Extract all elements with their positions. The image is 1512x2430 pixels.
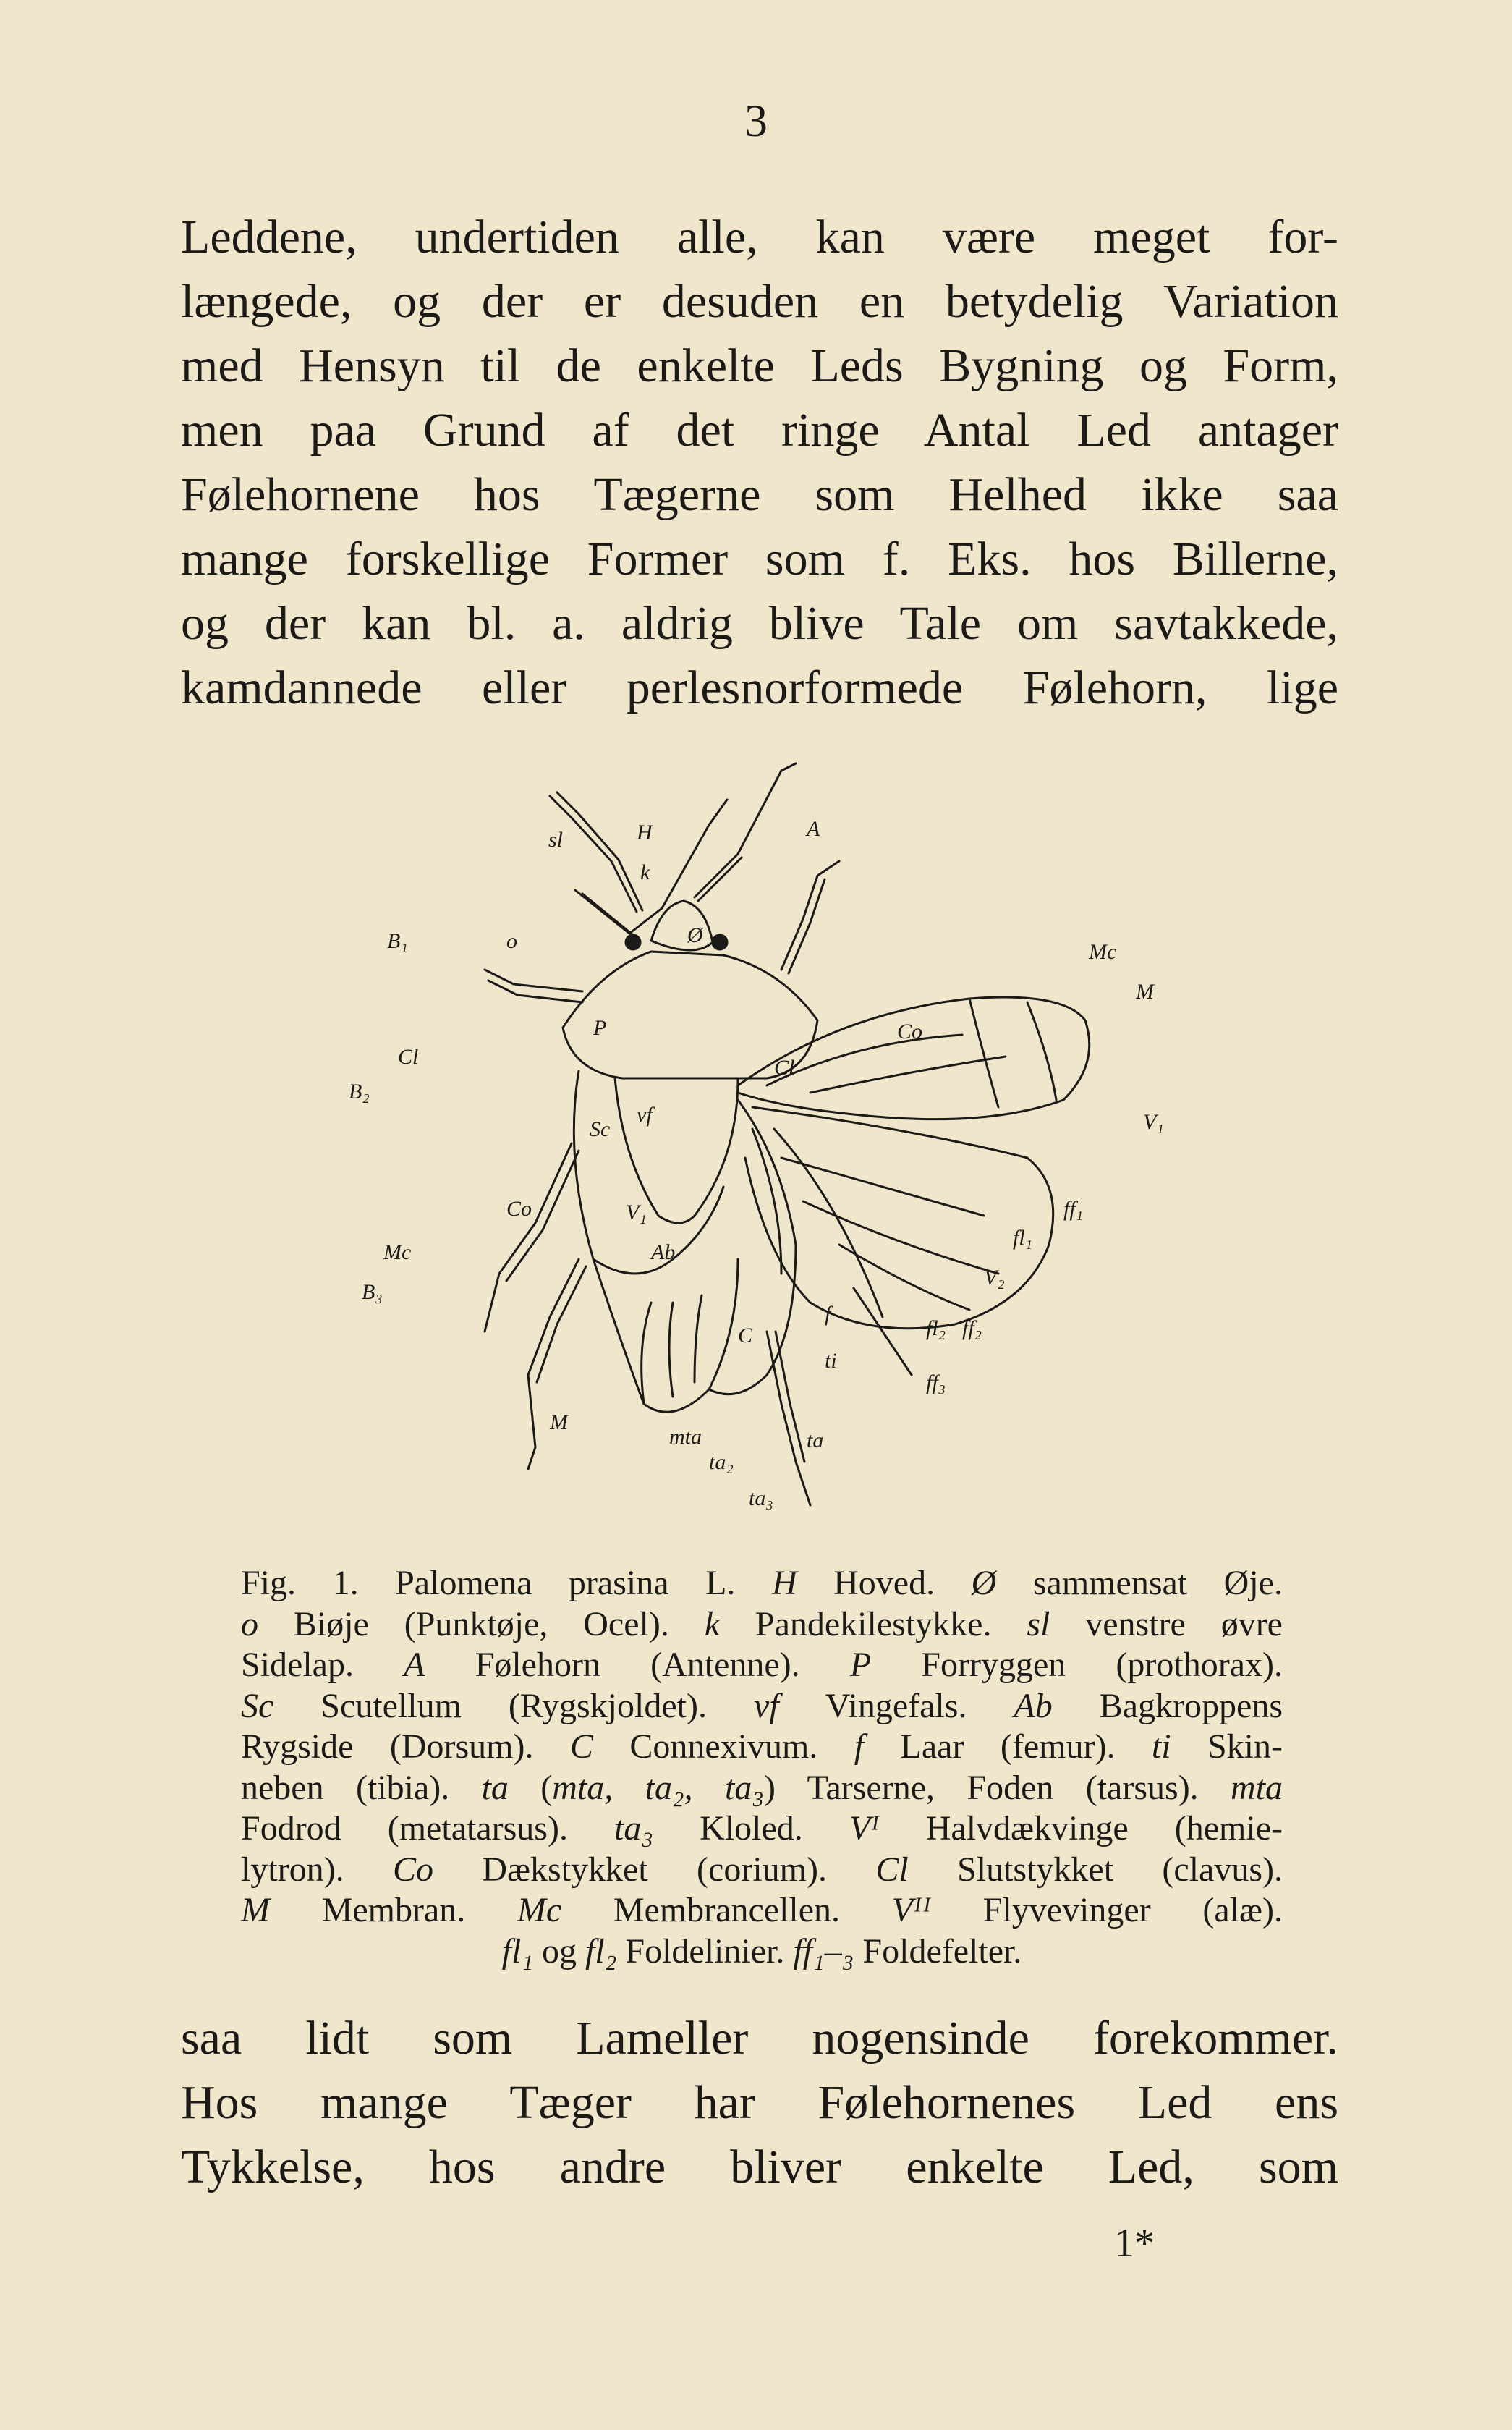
text-line: kamdannede eller perlesnorformede Følehorn, lige [181, 661, 1338, 714]
caption-text: Dækstykket (corium). [433, 1850, 876, 1889]
fig-label-ti: ti [825, 1349, 837, 1373]
fig-label-sl: sl [548, 828, 564, 852]
fig-label-ff1: ff₁ [1063, 1197, 1084, 1221]
caption-text: lytron). [241, 1850, 393, 1889]
caption-line [241, 1850, 1283, 1891]
text-line: Tykkelse, hos andre bliver enkelte Led, som [181, 2141, 1338, 2193]
top-paragraph [181, 205, 1338, 720]
fig-label-mta: mta [669, 1425, 702, 1449]
caption-abbrev: Sc [241, 1686, 274, 1725]
caption-abbrev: k [704, 1604, 721, 1643]
caption-abbrev: o [241, 1604, 258, 1643]
text-line: med Hensyn til de enkelte Leds Bygning og Form, [181, 339, 1338, 392]
caption-text: Kloled. [653, 1809, 849, 1847]
caption-abbrev: vf [753, 1686, 779, 1725]
caption-abbrev: Vᴵ [849, 1809, 880, 1847]
caption-line [241, 1645, 1283, 1686]
fig-label-k: k [640, 860, 650, 884]
fig-label-C: C [738, 1324, 753, 1347]
fig-label-B3: B₃ [362, 1280, 383, 1304]
fig-label-Cl-left: Cl [398, 1045, 419, 1069]
insect-illustration [333, 753, 1230, 1541]
caption-text: Halvdækvinge (hemie- [879, 1809, 1283, 1847]
caption-line [241, 1563, 1283, 1604]
fig-label-H: H [637, 821, 653, 844]
fig-label-Co-right: Co [897, 1020, 923, 1043]
caption-abbrev: M [241, 1891, 270, 1929]
caption-abbrev: P [849, 1646, 872, 1684]
caption-abbrev: Ø [971, 1564, 997, 1602]
text-line: Leddene, undertiden alle, kan være meget for- [181, 211, 1338, 263]
caption-abbrev: ti [1151, 1727, 1171, 1766]
caption-abbrev: ff₁–₃ [793, 1931, 854, 1970]
caption-text: Slutstykket (clavus). [908, 1850, 1283, 1889]
caption-abbrev: Co [393, 1850, 434, 1889]
caption-line [241, 1768, 1283, 1809]
text-line: men paa Grund af det ringe Antal Led antager [181, 404, 1338, 457]
fig-label-Ab: Ab [651, 1240, 676, 1264]
caption-abbrev: Ab [1014, 1686, 1053, 1725]
fig-label-eye: Ø [687, 923, 703, 947]
fig-label-M-left: M [550, 1410, 568, 1434]
fig-label-V1-left: V₁ [626, 1201, 647, 1224]
caption-text: Følehorn (Antenne). [425, 1646, 850, 1684]
caption-text: Connexivum. [593, 1727, 854, 1766]
caption-abbrev: Cl [875, 1850, 909, 1889]
fig-label-ta: ta [807, 1428, 824, 1452]
caption-text: Foldefelter. [854, 1931, 1022, 1970]
fig-label-ta3: ta₃ [749, 1486, 773, 1510]
caption-abbrev: mta [1231, 1768, 1283, 1807]
page-number: 3 [744, 95, 768, 146]
fig-label-ff2: ff₂ [962, 1316, 982, 1340]
fig-label-f: f [825, 1302, 831, 1326]
caption-text: ) Tarserne, Foden (tarsus). [764, 1768, 1231, 1807]
caption-abbrev: ta₃ [614, 1809, 654, 1847]
caption-text: Fig. 1. Palomena prasina L. [241, 1564, 772, 1602]
caption-text: Flyvevinger (alæ). [931, 1891, 1283, 1929]
caption-text: sammensat Øje. [996, 1564, 1283, 1602]
text-line: Følehornene hos Tægerne som Helhed ikke saa [181, 468, 1338, 521]
caption-text: Membran. [269, 1891, 517, 1929]
fig-label-M-right: M [1136, 980, 1154, 1004]
caption-abbrev: A [404, 1646, 425, 1684]
caption-abbrev: H [771, 1564, 797, 1602]
fig-label-fl1: fl₁ [1013, 1226, 1033, 1250]
caption-line [241, 1686, 1283, 1727]
caption-text: Skin- [1171, 1727, 1283, 1766]
caption-text: Foldelinier. [616, 1931, 794, 1970]
caption-abbrev: fl₁ [501, 1931, 534, 1970]
text-line: mange forskellige Former som f. Eks. hos Billerne, [181, 533, 1338, 585]
fig-label-fl2: fl₂ [926, 1316, 946, 1340]
text-line: saa lidt som Lameller nogensinde forekommer. [181, 2012, 1338, 2065]
caption-abbrev: Mc [517, 1891, 562, 1929]
fig-label-A: A [807, 817, 820, 841]
caption-text: Scutellum (Rygskjoldet). [273, 1686, 754, 1725]
fig-label-V2: V₂ [984, 1266, 1005, 1290]
fig-label-ff3: ff₃ [926, 1371, 946, 1394]
insect-figure [333, 753, 1230, 1541]
caption-text: Sidelap. [241, 1646, 404, 1684]
caption-abbrev: C [569, 1727, 593, 1766]
fig-label-Mc-right: Mc [1089, 940, 1117, 964]
fig-label-Cl-right: Cl [774, 1056, 795, 1080]
text-line: og der kan bl. a. aldrig blive Tale om savtakkede, [181, 597, 1338, 650]
fig-label-Mc-left: Mc [383, 1240, 412, 1264]
caption-abbrev: Vᴵᴵ [891, 1891, 932, 1929]
fig-label-B2: B₂ [349, 1080, 370, 1104]
fig-label-ta2: ta₂ [709, 1450, 734, 1474]
caption-text: venstre øvre [1050, 1604, 1283, 1643]
fig-label-Co-left: Co [506, 1197, 532, 1221]
caption-text: Forryggen (prothorax). [871, 1646, 1283, 1684]
caption-text: neben (tibia). [241, 1768, 482, 1807]
caption-text: Membrancellen. [561, 1891, 892, 1929]
caption-line [241, 1890, 1283, 1931]
caption-line [241, 1727, 1283, 1768]
caption-text: ( [508, 1768, 553, 1807]
caption-line [241, 1931, 1283, 1973]
caption-line [241, 1808, 1283, 1850]
fig-label-V1-right: V₁ [1143, 1110, 1164, 1134]
caption-text: Fodrod (metatarsus). [241, 1809, 615, 1847]
caption-text: og [533, 1931, 586, 1970]
fig-label-o: o [506, 929, 517, 953]
caption-text: Hoved. [797, 1564, 972, 1602]
caption-abbrev: mta, ta₂, ta₃ [552, 1768, 765, 1807]
caption-text: Rygside (Dorsum). [241, 1727, 570, 1766]
caption-abbrev: ta [481, 1768, 509, 1807]
caption-abbrev: sl [1027, 1604, 1050, 1643]
text-line: Hos mange Tæger har Følehornenes Led ens [181, 2076, 1338, 2129]
caption-text: Laar (femur). [864, 1727, 1152, 1766]
caption-text: Biøje (Punktøje, Ocel). [258, 1604, 705, 1643]
fig-label-B1: B₁ [387, 929, 408, 953]
bottom-paragraph [181, 2006, 1338, 2199]
caption-text: Pandekilestykke. [720, 1604, 1027, 1643]
caption-text: Bagkroppens [1052, 1686, 1283, 1725]
caption-line [241, 1604, 1283, 1646]
fig-label-P: P [593, 1016, 607, 1040]
figure-caption [241, 1563, 1283, 1972]
caption-abbrev: fl₂ [585, 1931, 617, 1970]
text-line: længede, og der er desuden en betydelig Variation [181, 275, 1338, 328]
fig-label-vf: vf [637, 1103, 653, 1127]
signature-mark: 1* [1114, 2221, 1155, 2266]
caption-text: Vingefals. [778, 1686, 1014, 1725]
fig-label-Sc: Sc [590, 1117, 611, 1141]
caption-abbrev: f [854, 1727, 865, 1766]
